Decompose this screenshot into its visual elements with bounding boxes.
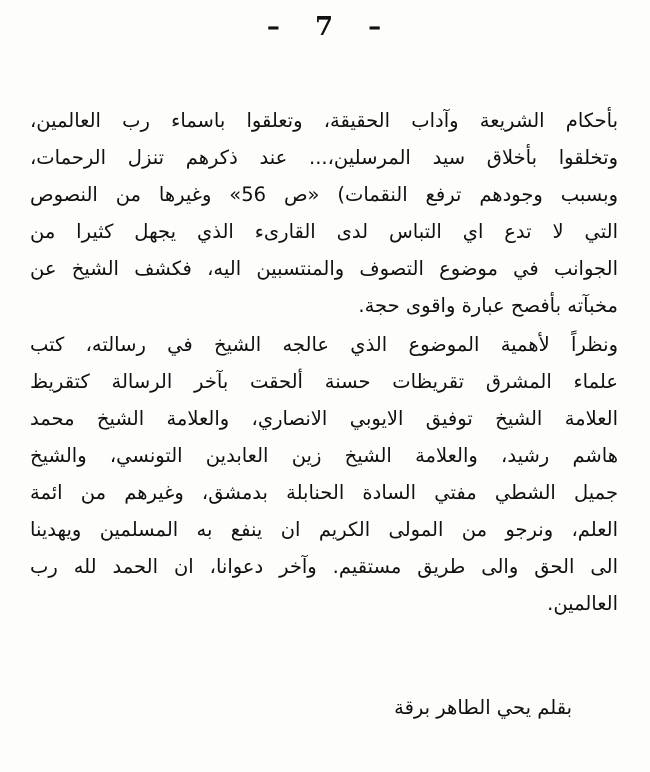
text-line: التي لا تدع اي التباس لدى القارىء الذي يجهل كثيرا من	[30, 220, 618, 243]
author-signature: بقلم يحي الطاهر برقة	[394, 696, 572, 719]
page-number-header	[0, 12, 650, 42]
text-line: العلم، ونرجو من المولى الكريم ان ينفع به المسلمين ويهدينا	[30, 518, 618, 541]
text-line: الجوانب في موضوع التصوف والمنتسبين اليه، فكشف الشيخ عن	[30, 257, 618, 280]
text-line: جميل الشطي مفتي السادة الحنابلة بدمشق، وغيرهم من ائمة	[30, 481, 618, 504]
text-line: وبسبب وجودهم ترفع النقمات) «ص 56» وغيرها من النصوص	[30, 183, 618, 206]
text-line: الى الحق والى طريق مستقيم. وآخر دعوانا، ان الحمد لله رب	[30, 555, 618, 578]
text-line: بأحكام الشريعة وآداب الحقيقة، وتعلقوا باسماء رب العالمين،	[30, 109, 618, 132]
text-line: علماء المشرق تقريظات حسنة ألحقت بآخر الرسالة كتقريظ	[30, 370, 618, 393]
text-line: مخبآته بأفصح عبارة واقوى حجة.	[358, 294, 618, 317]
paragraph-1	[30, 102, 618, 324]
text-line: العالمين.	[547, 592, 618, 615]
page-number-dash-left: –	[266, 12, 282, 42]
text-line: وتخلقوا بأخلاق سيد المرسلين،... عند ذكرهم تنزل الرحمات،	[30, 146, 618, 169]
page-number-dash-right: –	[368, 12, 384, 42]
paragraph-2	[30, 326, 618, 622]
text-line: ونظراً لأهمية الموضوع الذي عالجه الشيخ في رسالته، كتب	[30, 333, 618, 356]
body-text	[30, 102, 618, 622]
text-line: هاشم رشيد، والعلامة الشيخ زين العابدين التونسي، والشيخ	[30, 444, 618, 467]
page-number: 7	[314, 12, 336, 42]
text-line: العلامة الشيخ توفيق الايوبي الانصاري، والعلامة الشيخ محمد	[30, 407, 618, 430]
